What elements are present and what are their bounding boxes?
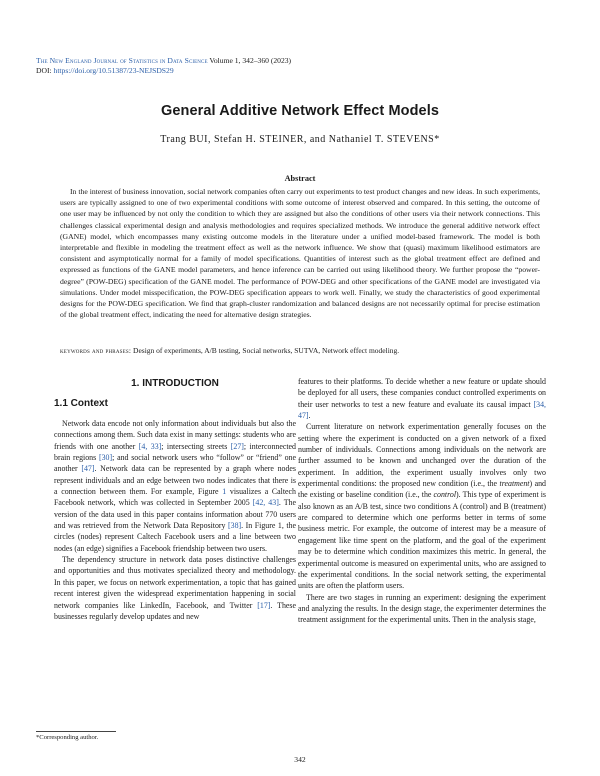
- keywords-line: [60, 346, 540, 356]
- abstract-heading: Abstract: [284, 174, 316, 183]
- emphasis-control: control: [433, 490, 457, 500]
- citation-link[interactable]: [27]: [230, 441, 244, 451]
- paragraph: [54, 554, 296, 622]
- text-span: .: [308, 411, 311, 421]
- text-span: ). This type of experiment is also known as an A/B test, since two conditions A (control) and B (treatment) are compared to determine which one performs better in terms of some business metric. For example, the outcome of interest may be a measure of engagement like time spent on the platform, and the goal of the experiment may be to determine which condition maximizes this metric. In general, the experimental outcome is measured on experimental units, who are assigned to the experimental conditions. In the social network setting, the experimental units are often the platform users.: [298, 490, 547, 591]
- paragraph: [298, 376, 546, 421]
- text-span: . Network data can be represented by a graph where nodes represent individuals and an edge between two nodes indicates that there is a connection between them. For example, Figure: [54, 464, 296, 497]
- paragraph: There are two stages in running an experiment: designing the experiment and analyzing the results. In the design stage, the experimenter determines the treatment assignment for the experimental units. Then in the analysis stage,: [298, 592, 546, 625]
- paragraph: [298, 421, 546, 591]
- journal-name[interactable]: The New England Journal of Statistics in Data Science: [36, 56, 208, 65]
- volume-info: Volume 1, 342–360 (2023): [209, 56, 292, 65]
- text-span: . The version of the data used in this paper contains information about 770 users and was retrieved from the Network Data Repository: [54, 498, 296, 531]
- author-list: Trang BUI, Stefan H. STEINER, and Nathaniel T. STEVENS*: [160, 134, 440, 145]
- text-span: ; interconnected brain regions: [54, 441, 296, 463]
- figure-link[interactable]: 1: [222, 487, 227, 497]
- text-span: ) and the existing or baseline condition (i.e., the: [298, 479, 547, 500]
- text-span: ; intersecting streets: [161, 441, 231, 451]
- citation-link[interactable]: [34, 47]: [298, 399, 546, 421]
- emphasis-treatment: treatment: [499, 479, 530, 489]
- citation-link[interactable]: [47]: [81, 464, 95, 474]
- text-span: Network data encode not only information about individuals but also the connections among them. Such data exist in many settings: students who are friends with one another: [54, 419, 296, 451]
- keywords-text: Design of experiments, A/B testing, Social networks, SUTVA, Network effect modeling.: [133, 346, 400, 355]
- right-column: [298, 376, 546, 626]
- paper-title: General Additive Network Effect Models: [160, 103, 440, 119]
- keywords-label: keywords and phrases:: [60, 346, 132, 355]
- text-span: features to their platforms. To decide whether a new feature or update should be deployed for all users, these companies conduct controlled experiments on their user networks to test a new feature and evaluate its causal impact: [298, 377, 546, 409]
- page-number: 342: [294, 755, 306, 764]
- text-span: ; and social network users who “follow” or “friend” one another: [54, 453, 297, 474]
- citation-link[interactable]: [38]: [228, 521, 242, 531]
- footnote-rule: [36, 731, 116, 732]
- footnote: *Corresponding author.: [36, 734, 99, 741]
- citation-link[interactable]: [42, 43]: [252, 498, 279, 508]
- journal-citation-line: [36, 56, 576, 66]
- abstract-text: In the interest of business innovation, social network companies often carry out experiments to test product changes and new ideas. In such experiments, users are typically assigned to one of two experimental conditions with some outcome of interest observed and compared. In this setting, the outcome of one user may be influenced by not only the condition to which they are assigned but also the conditions of other users via their network connections. This challenges classical experimental design and analysis methodologies and requires specialized methods. We introduce the general additive network effect (GANE) model, which encompasses many existing outcome models in the literature under a unified model-based framework. The model is both interpretable and flexible in modeling the treatment effect as well as the network influence. We show that (quasi) maximum likelihood estimators are consistent and asymptotically normal for a family of model specifications. Quantities of interest such as the global treatment effect are defined and expressed as functions of the GANE model parameters, and hence inference can be carried out using likelihood theory. We further propose the “power-degree” (POW-DEG) specification of the GANE model. The performance of POW-DEG and other specifications of the GANE model are investigated via simulations. Under model misspecification, the POW-DEG specification appears to work well. Finally, we study the characteristics of good experimental designs for the POW-DEG specification. We find that graph-cluster randomization and balanced designs are not necessarily optimal for precise estimation of the global treatment effect, indicating the need for alternative design strategies.: [60, 187, 540, 320]
- citation-link[interactable]: [17]: [257, 600, 271, 610]
- doi-link[interactable]: https://doi.org/10.51387/23-NEJSDS29: [53, 66, 174, 75]
- citation-link[interactable]: [30]: [98, 453, 113, 463]
- text-span: Current literature on network experimentation generally focuses on the setting where the experiment is conducted on a given network of a fixed number of individuals. Connections among individuals on the network are further assumed to be known and unchanged over the duration of the experiment. In addition, the experiment usually involves only two experimental conditions: the proposed new condition (i.e., the: [298, 422, 546, 489]
- paragraph: [54, 418, 296, 554]
- text-span: . In Figure 1, the circles (nodes) represent Caltech Facebook users and a line between two nodes (an edge) signifies a Facebook friendship between two users.: [54, 521, 296, 553]
- section-heading: 1. INTRODUCTION: [131, 378, 219, 389]
- text-span: The dependency structure in network data poses distinctive challenges and opportunities and thus motivates specialized theory and methodology. In this paper, we focus on network experimentation, a topic that has gained recent interest given the widespread experimentation happening in social network companies like LinkedIn, Facebook, and Twitter: [54, 555, 296, 610]
- text-span: visualizes a Caltech Facebook network, which was collected in September 2005: [54, 487, 296, 508]
- doi-label: DOI:: [36, 66, 52, 75]
- doi-line: [36, 66, 174, 76]
- subsection-heading: 1.1 Context: [54, 398, 108, 409]
- left-column: [54, 418, 296, 622]
- text-span: . These businesses regularly develop updates and new: [54, 600, 296, 621]
- citation-link[interactable]: [4, 33]: [138, 441, 162, 451]
